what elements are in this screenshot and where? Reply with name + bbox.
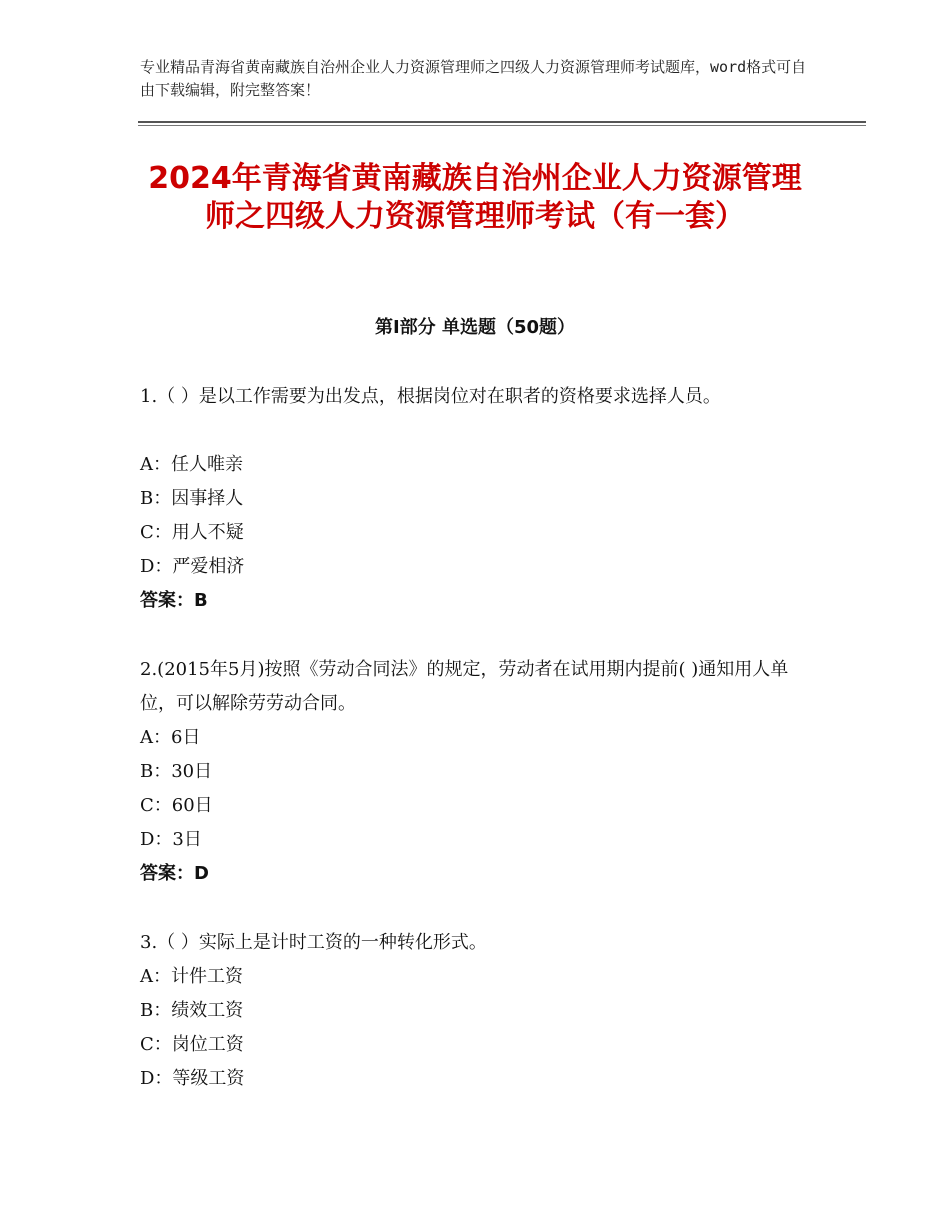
header-note: 专业精品青海省黄南藏族自治州企业人力资源管理师之四级人力资源管理师考试题库，word格式可自由下载编辑，附完整答案！ — [140, 58, 807, 99]
question-2-text: 2.(2015年5月)按照《劳动合同法》的规定，劳动者在试用期内提前( )通知用人单位，可以解除劳劳动合同。 — [140, 659, 789, 714]
question-1-option-a: A：任人唯亲 — [140, 454, 243, 475]
question-3-option-c: C：岗位工资 — [140, 1034, 244, 1055]
question-3-option-b: B：绩效工资 — [140, 1000, 244, 1021]
question-2-option-a: A：6日 — [140, 727, 201, 748]
question-2-answer: 答案：D — [140, 863, 209, 884]
question-2-option-c: C：60日 — [140, 795, 213, 816]
question-1-answer: 答案：B — [140, 590, 208, 611]
page-title: 2024年青海省黄南藏族自治州企业人力资源管理师之四级人力资源管理师考试（有一套） — [148, 161, 802, 234]
question-3-option-d: D：等级工资 — [140, 1068, 245, 1089]
question-1-option-b: B：因事择人 — [140, 488, 244, 509]
header-divider — [138, 121, 866, 123]
header-divider-thin — [138, 125, 866, 126]
section-heading: 第Ⅰ部分 单选题（50题） — [374, 317, 575, 338]
question-1-option-c: C：用人不疑 — [140, 522, 244, 543]
question-3-text: 3.（ ）实际上是计时工资的一种转化形式。 — [140, 932, 487, 953]
question-1-text: 1.（ ）是以工作需要为出发点，根据岗位对在职者的资格要求选择人员。 — [140, 386, 721, 407]
question-2-option-d: D：3日 — [140, 829, 202, 850]
question-3-option-a: A：计件工资 — [140, 966, 243, 987]
question-2-option-b: B：30日 — [140, 761, 213, 782]
question-1-option-d: D：严爱相济 — [140, 556, 245, 577]
